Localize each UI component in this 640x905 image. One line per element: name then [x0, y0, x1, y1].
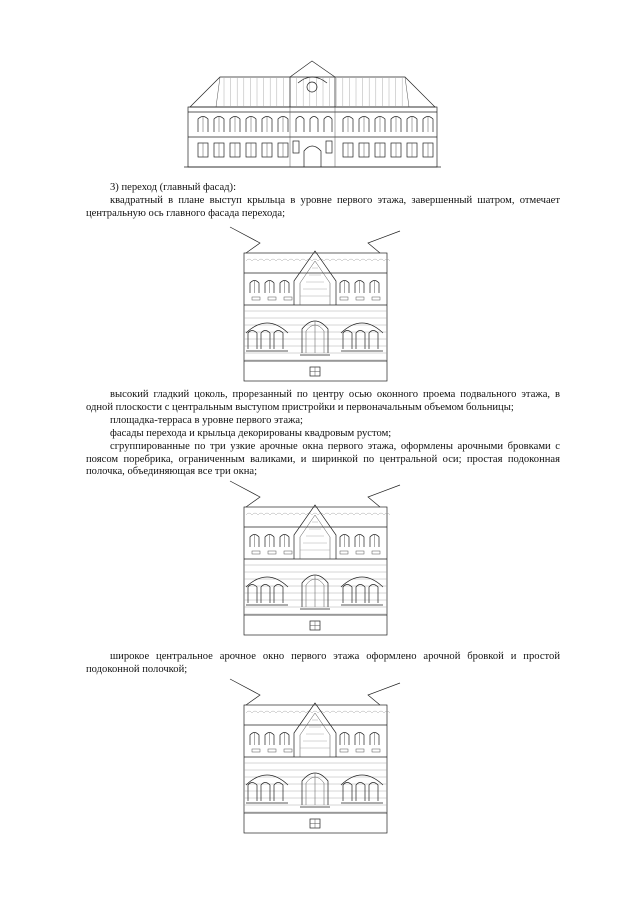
section-item-5: сгруппированные по три узкие арочные окна первого этажа, оформлены арочными бровками с поясом поребрика, ограниченным валиками, и ширинкой по центральной оси; простая подоконная полочка, объединяющая все три окна; [86, 441, 560, 478]
transition-facade-drawing-3 [228, 673, 403, 838]
building-main-facade-drawing [180, 55, 445, 175]
transition-facade-drawing-1 [228, 221, 403, 386]
section-item-2: высокий гладкий цоколь, прорезанный по центру осью оконного проема подвального этажа, в одной плоскости с центральным выступом пристройки и первоначальным объемом больницы; [86, 389, 560, 413]
section-item-1: квадратный в плане выступ крыльца в уровне первого этажа, завершенный шатром, отмечает центральную ось главного фасада перехода; [86, 195, 560, 219]
transition-facade-drawing-2 [228, 475, 403, 640]
section-heading: 3) переход (главный фасад): [110, 182, 237, 193]
section-item-3: площадка-терраса в уровне первого этажа; [110, 415, 303, 426]
section-item-6: широкое центральное арочное окно первого этажа оформлено арочной бровкой и простой подоконной полочкой; [86, 651, 560, 675]
section-item-4: фасады перехода и крыльца декорированы квадровым рустом; [110, 428, 392, 439]
